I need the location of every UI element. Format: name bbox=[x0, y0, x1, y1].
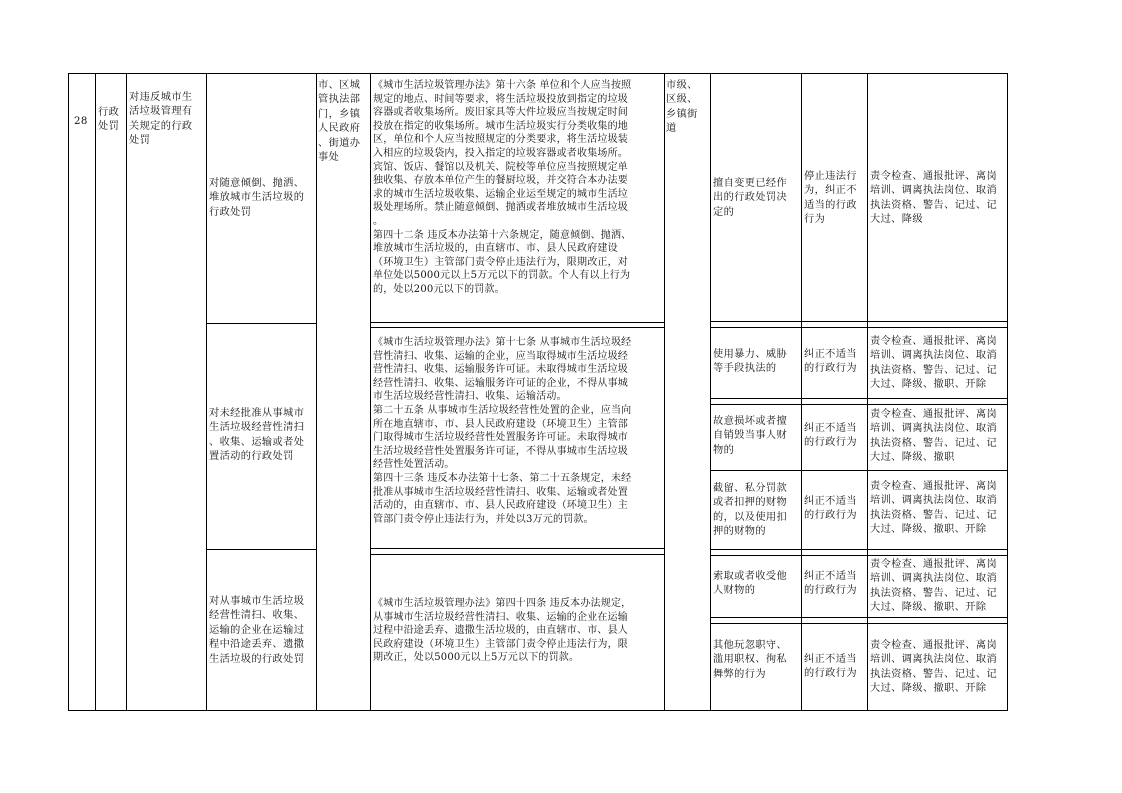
col-line bbox=[95, 73, 96, 711]
accountability-type: 停止违法行 为，纠正不 适当的行政 行为 bbox=[804, 171, 857, 226]
table-border-left bbox=[68, 73, 69, 711]
row-line bbox=[370, 327, 664, 328]
accountability-measures: 责令检查、通报批评、离岗 培训、调离执法岗位、取消 执法资格、警告、记过、记 大过、降级、撤职、开除 bbox=[870, 481, 998, 536]
supervisor-level: 市级、 区级、 乡镇街 道 bbox=[666, 80, 698, 135]
accountability-measures: 责令检查、通报批评、离岗 培训、调离执法岗位、取消 执法资格、警告、记过、记 大过、降级 bbox=[870, 171, 998, 226]
legal-basis-3: 《城市生活垃圾管理办法》第四十四条 违反本办法规定， 从事城市生活垃圾经营性清扫、收集、运输的企业在运输 过程中沿途丢弃、遗撒生活垃圾的，由直辖市、市、县人 民政府建设（环境卫生）主管部门责令停止违法行为，限 期改正，处以5000元以上5万元以下的罚款。 bbox=[373, 598, 632, 664]
col-line bbox=[206, 73, 207, 711]
col-line bbox=[710, 73, 711, 711]
accountability-situation: 擅自变更已经作 出的行政处罚决 定的 bbox=[713, 178, 788, 218]
col-line bbox=[867, 73, 868, 711]
regulation-table bbox=[68, 73, 1008, 711]
row-line bbox=[370, 322, 664, 323]
accountability-measures: 责令检查、通报批评、离岗 培训、调离执法岗位、取消 执法资格、警告、记过、记 大过、降级、撤职、开除 bbox=[870, 336, 998, 391]
row-line bbox=[370, 548, 664, 549]
row-line bbox=[206, 549, 316, 550]
legal-basis-1: 《城市生活垃圾管理办法》第十六条 单位和个人应当按照 规定的地点、时间等要求，将生活垃圾投放到指定的垃圾 容器或者收集场所。废旧家具等大件垃圾应当按规定时间 投放在指定的收集场所。城市生活垃圾实行分类收集的地 区，单位和个人应当按照规定的分类要求，将生活垃圾装 入相应的垃圾袋内，投入指定的垃圾容器或者收集场所。 宾馆、饭店、餐馆以及机关、院校等单位应当按照规定单 独收集、存放本单位产生的餐厨垃圾，并交符合本办法要 求的城市生活垃圾收集、运输企业运至规定的城市生活垃 圾处理场所。禁止随意倾倒、抛洒或者堆放城市生活垃圾 。 第四十二条 违反本办法第十六条规定，随意倾倒、抛洒、 堆放城市生活垃圾的，由直辖市、市、县人民政府建设 （环境卫生）主管部门责令停止违法行为，限期改正，对 单位处以5000元以上5万元以下的罚款。个人有以上行为 的，处以200元以下的罚款。 bbox=[373, 80, 632, 295]
row-line bbox=[710, 549, 1008, 550]
accountability-type: 纠正不适当 的行政行为 bbox=[804, 571, 857, 597]
row-line bbox=[710, 321, 1008, 322]
accountability-situation: 截留、私分罚款 或者扣押的财物 的，以及使用扣 押的财物的 bbox=[713, 483, 788, 538]
accountability-situation: 使用暴力、威胁 等手段执法的 bbox=[713, 349, 788, 375]
sub-item-name-3: 对从事城市生活垃圾 经营性清扫、收集、 运输的企业在运输过 程中沿途丢弃、遗撒 生活垃圾的行政处罚 bbox=[209, 596, 305, 665]
accountability-measures: 责令检查、通报批评、离岗 培训、调离执法岗位、取消 执法资格、警告、记过、记 大过、降级、撤职、开除 bbox=[870, 559, 998, 614]
accountability-type: 纠正不适当 的行政行为 bbox=[804, 349, 857, 375]
col-line bbox=[370, 73, 371, 711]
row-line bbox=[710, 555, 1008, 556]
sub-item-name-1: 对随意倾倒、抛洒、 堆放城市生活垃圾的 行政处罚 bbox=[209, 178, 305, 218]
col-line bbox=[664, 73, 665, 711]
row-line bbox=[710, 398, 1008, 399]
row-line bbox=[370, 554, 664, 555]
accountability-situation: 故意损坏或者擅 自销毁当事人财 物的 bbox=[713, 416, 788, 456]
row-line bbox=[710, 617, 1008, 618]
item-name: 对违反城市生 活垃圾管理有 关规定的行政 处罚 bbox=[129, 92, 193, 147]
category: 行政 处罚 bbox=[98, 107, 120, 133]
legal-basis-2: 《城市生活垃圾管理办法》第十七条 从事城市生活垃圾经 营性清扫、收集、运输的企业，应当取得城市生活垃圾经 营性清扫、收集、运输服务许可证。未取得城市生活垃圾 经营性清扫、收集、运输服务许可证的企业，不得从事城 市生活垃圾经营性清扫、收集、运输活动。 第二十五条 从事城市生活垃圾经营性处置的企业，应当向 所在地直辖市、市、县人民政府建设（环境卫生）主管部 门取得城市生活垃圾经营性处置服务许可证。未取得城市 生活垃圾经营性处置服务许可证，不得从事城市生活垃圾 经营性处置活动。 第四十三条 违反本办法第十七条、第二十五条规定，未经 批准从事城市生活垃圾经营性清扫、收集、运输或者处置 活动的，由直辖市、市、县人民政府建设（环境卫生）主 管部门责令停止违法行为，并处以3万元的罚款。 bbox=[373, 337, 632, 525]
accountability-type: 纠正不适当 的行政行为 bbox=[804, 654, 857, 680]
accountability-situation: 索取或者收受他 人财物的 bbox=[713, 571, 788, 597]
col-line bbox=[316, 73, 317, 711]
row-line bbox=[710, 470, 1008, 471]
accountability-measures: 责令检查、通报批评、离岗 培训、调离执法岗位、取消 执法资格、警告、记过、记 大过、降级、撤职、开除 bbox=[870, 640, 998, 695]
accountability-type: 纠正不适当 的行政行为 bbox=[804, 496, 857, 522]
accountability-situation: 其他玩忽职守、 滥用职权、徇私 舞弊的行为 bbox=[713, 640, 788, 680]
row-line bbox=[710, 623, 1008, 624]
col-line bbox=[801, 73, 802, 711]
seq-number: 28 bbox=[74, 116, 88, 127]
implementer: 市、区城 管执法部 门，乡镇 人民政府 、街道办 事处 bbox=[318, 80, 361, 164]
row-line bbox=[710, 327, 1008, 328]
col-line bbox=[126, 73, 127, 711]
row-line bbox=[206, 323, 316, 324]
accountability-type: 纠正不适当 的行政行为 bbox=[804, 423, 857, 449]
sub-item-name-2: 对未经批准从事城市 生活垃圾经营性清扫 、收集、运输或者处 置活动的行政处罚 bbox=[209, 408, 305, 463]
table-border-right bbox=[1007, 73, 1008, 711]
row-line bbox=[710, 404, 1008, 405]
accountability-measures: 责令检查、通报批评、离岗 培训、调离执法岗位、取消 执法资格、警告、记过、记 大过、降级、撤职 bbox=[870, 409, 998, 464]
